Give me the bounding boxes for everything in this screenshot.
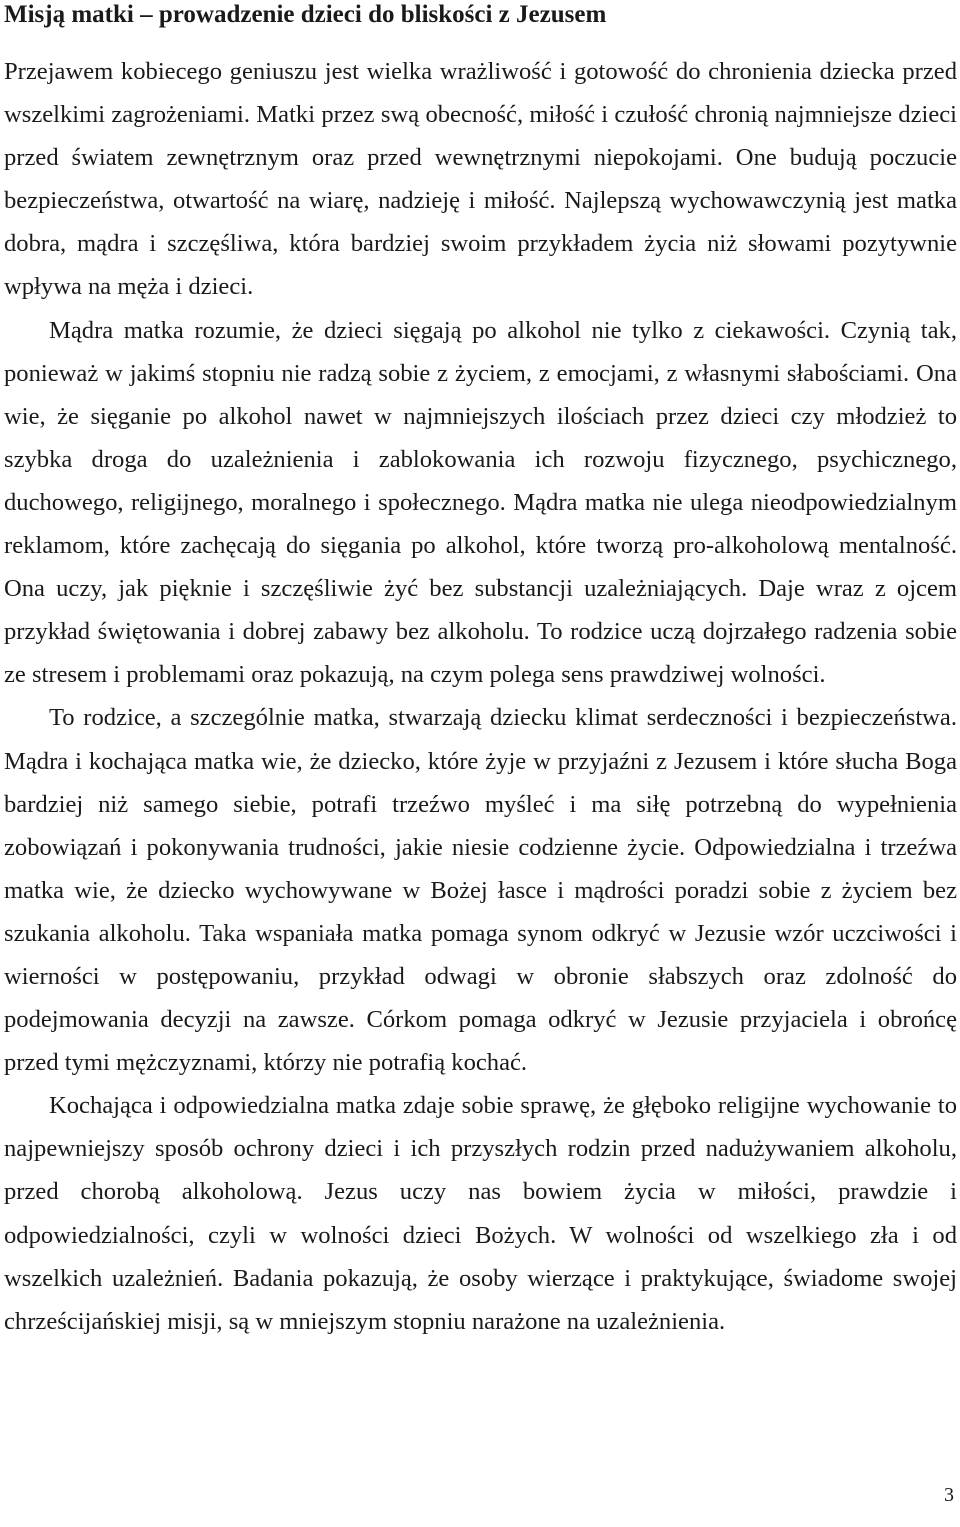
paragraph-2: Mądra matka rozumie, że dzieci sięgają po alkohol nie tylko z ciekawości. Czynią tak, ponieważ w jakimś stopniu nie radzą sobie z życiem, z emocjami, z własnymi słabościami. Ona wie, że sięganie po alkohol nawet w najmniejszych ilościach przez dzieci czy młodzież to szybka droga do uzależnienia i zablokowania ich rozwoju fizycznego, psychicznego, duchowego, religijnego, moralnego i społecznego. Mądra matka nie ulega nieodpowiedzialnym reklamom, które zachęcają do sięgania po alkohol, które tworzą pro-alkoholową mentalność. Ona uczy, jak pięknie i szczęśliwie żyć bez substancji uzależniających. Daje wraz z ojcem przykład świętowania i dobrej zabawy bez alkoholu. To rodzice uczą dojrzałego radzenia sobie ze stresem i problemami oraz pokazują, na czym polega sens prawdziwej wolności. <box>4 316 957 689</box>
page-number: 3 <box>944 1484 954 1506</box>
section-title: Misją matki – prowadzenie dzieci do bliskości z Jezusem <box>4 1 607 28</box>
paragraph-4: Kochająca i odpowiedzialna matka zdaje sobie sprawę, że głęboko religijne wychowanie to najpewniejszy sposób ochrony dzieci i ich przyszłych rodzin przed nadużywaniem alkoholu, przed chorobą alkoholową. Jezus uczy nas bowiem życia w miłości, prawdzie i odpowiedzialności, czyli w wolności dzieci Bożych. W wolności od wszelkiego zła i od wszelkich uzależnień. Badania pokazują, że osoby wierzące i praktykujące, świadome swojej chrześcijańskiej misji, są w mniejszym stopniu narażone na uzależnienia. <box>4 1092 957 1335</box>
paragraph-3: To rodzice, a szczególnie matka, stwarzają dziecku klimat serdeczności i bezpieczeństwa. Mądra i kochająca matka wie, że dziecko, które żyje w przyjaźni z Jezusem i które słucha Boga bardziej niż samego siebie, potrafi trzeźwo myśleć i ma siłę potrzebną do wypełnienia zobowiązań i pokonywania trudności, jakie niesie codzienne życie. Odpowiedzialna i trzeźwa matka wie, że dziecko wychowywane w Bożej łasce i mądrości poradzi sobie z życiem bez szukania alkoholu. Taka wspaniała matka pomaga synom odkryć w Jezusie wzór uczciwości i wierności w postępowaniu, przykład odwagi w obronie słabszych oraz zdolność do podejmowania decyzji na zawsze. Córkom pomaga odkryć w Jezusie przyjaciela i obrońcę przed tymi mężczyznami, którzy nie potrafią kochać. <box>4 704 957 1077</box>
paragraph-1: Przejawem kobiecego geniuszu jest wielka wrażliwość i gotowość do chronienia dziecka przed wszelkimi zagrożeniami. Matki przez swą obecność, miłość i czułość chronią najmniejsze dzieci przed światem zewnętrznym oraz przed wewnętrznymi niepokojami. One budują poczucie bezpieczeństwa, otwartość na wiarę, nadzieję i miłość. Najlepszą wychowawczynią jest matka dobra, mądra i szczęśliwa, która bardziej swoim przykładem życia niż słowami pozytywnie wpływa na męża i dzieci. <box>4 58 957 301</box>
document-body <box>4 50 957 1343</box>
